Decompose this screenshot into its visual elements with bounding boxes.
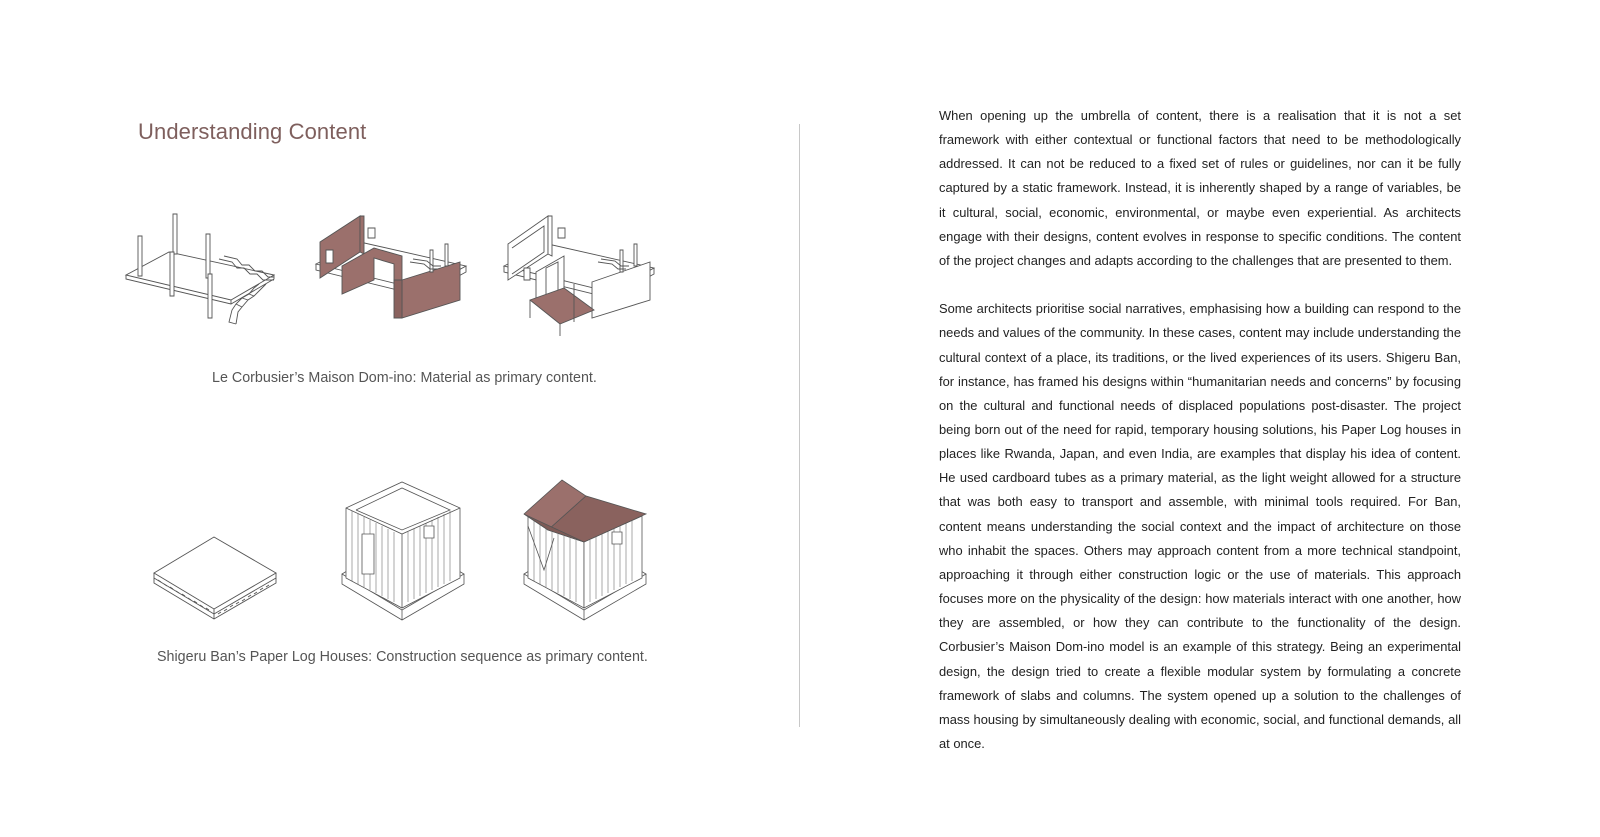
page-divider bbox=[799, 124, 800, 727]
page-title: Understanding Content bbox=[138, 118, 367, 144]
dom-ino-diagram-floor bbox=[502, 214, 662, 336]
paragraph: Some architects prioritise social narratives, emphasising how a building can respond to the needs and values of the community. In these cases, content may include understanding the cultural context of a place, its traditions, or the lived experiences of its users. Shigeru Ban, for instance, has framed his designs within “humanitarian needs and concerns” by focusing on the cultural and functional needs of displaced populations post-disaster. The project being born out of the need for rapid, temporary housing solutions, his Paper Log houses in places like Rwanda, Japan, and even India, are examples that display his idea of content. He used cardboard tubes as a primary material, as the light weight allowed for a structure that was both easy to transport and assemble, with minimal tools required. For Ban, content means understanding the social context and the impact of architecture on those who inhabit the spaces. Others may approach content from a more technical standpoint, approaching it through either construction logic or the use of materials. This approach focuses more on the physicality of the design: how materials interact with one another, how they are assembled, or how they can contribute to the functionality of the design. Corbusier’s Maison Dom-ino model is an example of this strategy. Being an experimental design, the design tried to create a flexible modular system by formulating a concrete framework of slabs and columns. The system opened up a solution to the challenges of mass housing by simultaneously dealing with economic, social, and functional demands, all at once. bbox=[939, 301, 1461, 752]
caption-paper-log: Shigeru Ban’s Paper Log Houses: Construction sequence as primary content. bbox=[157, 649, 648, 665]
paper-log-diagram-base bbox=[152, 535, 278, 621]
paper-log-diagram-walls bbox=[340, 480, 466, 620]
dom-ino-diagram-frame bbox=[124, 212, 284, 334]
dom-ino-diagram-walls bbox=[314, 214, 474, 336]
paragraph: When opening up the umbrella of content, there is a realisation that it is not a set framework with either contextual or functional factors that need to be methodologically addressed. It can not be reduced to a fixed set of rules or guidelines, nor can it be fully captured by a static framework. Instead, it is inherently shaped by a range of variables, be it cultural, social, economic, environmental, or maybe even experiential. As architects engage with their designs, content evolves in response to specific conditions. The content of the project changes and adapts according to the challenges that are presented to them. bbox=[939, 108, 1461, 268]
caption-dom-ino: Le Corbusier’s Maison Dom-ino: Material as primary content. bbox=[212, 370, 597, 386]
body-text bbox=[939, 104, 1461, 756]
paper-log-diagram-roof bbox=[522, 478, 648, 620]
